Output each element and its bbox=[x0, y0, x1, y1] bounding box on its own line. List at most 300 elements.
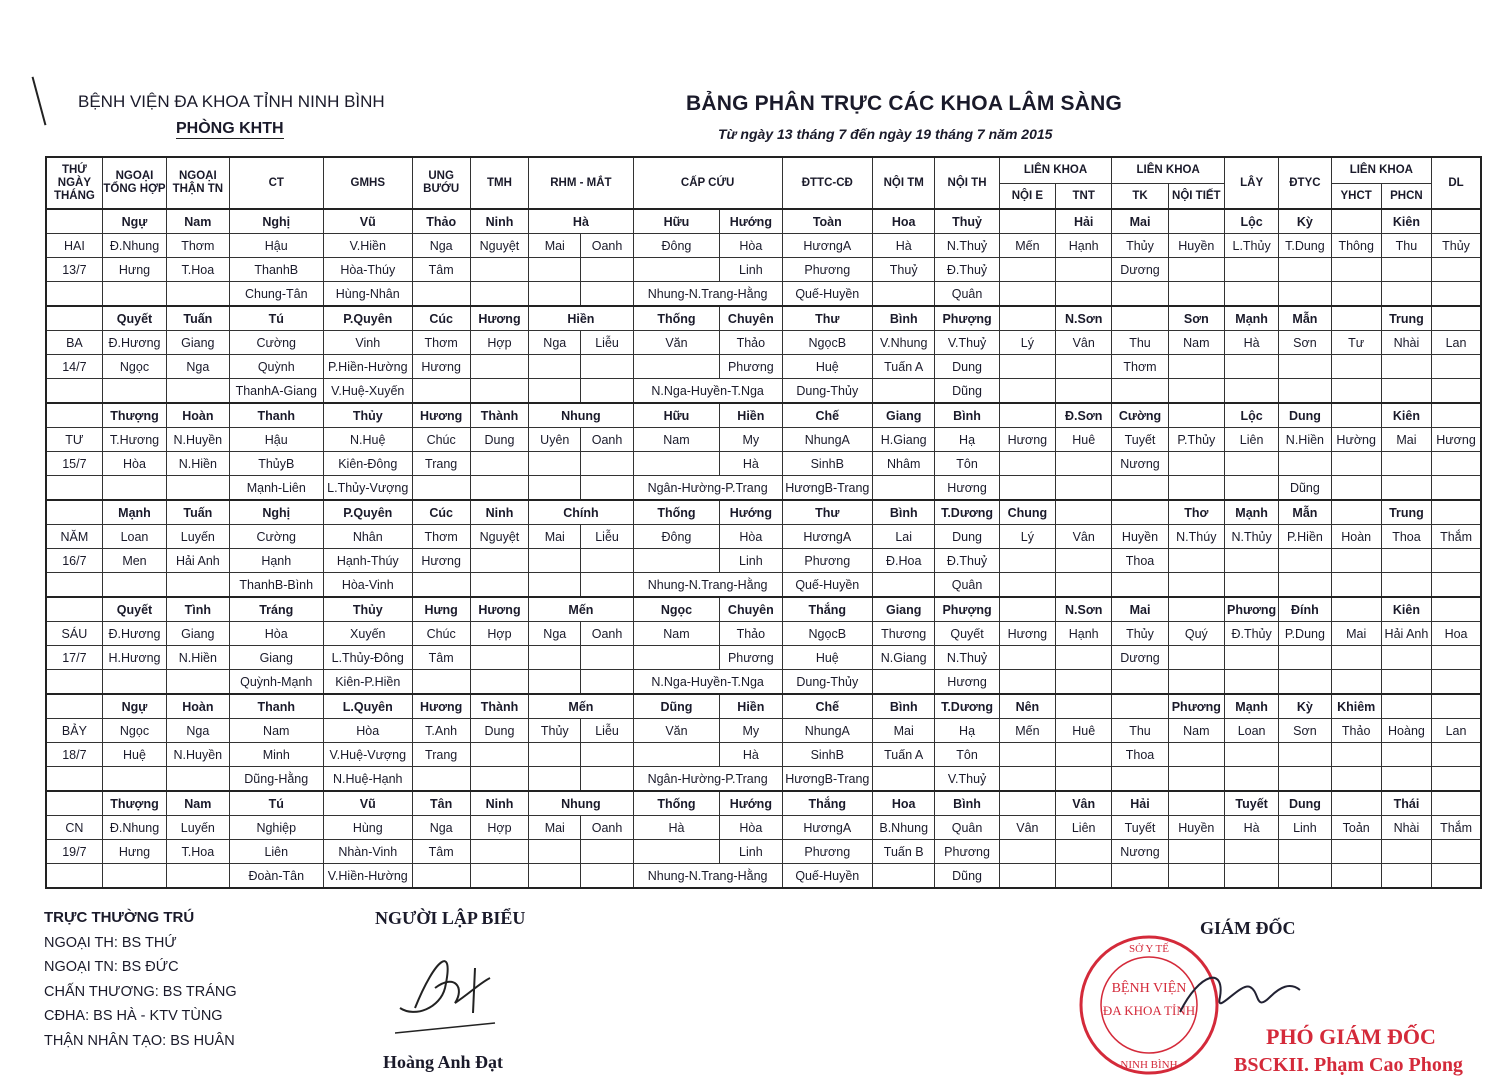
duty-cell: Liễu bbox=[581, 719, 633, 743]
duty-cell: Nhung bbox=[529, 791, 634, 816]
duty-cell: SinhB bbox=[782, 743, 873, 767]
duty-cell bbox=[1168, 282, 1224, 307]
duty-cell: Hưng bbox=[412, 597, 470, 622]
preparer-name: Hoàng Anh Đạt bbox=[383, 1052, 504, 1072]
duty-cell: Mến bbox=[999, 719, 1055, 743]
duty-cell: Tôn bbox=[935, 452, 999, 476]
table-row bbox=[46, 694, 1481, 719]
duty-cell bbox=[1331, 743, 1381, 767]
table-row bbox=[46, 840, 1481, 864]
duty-cell: Hoàn bbox=[1331, 525, 1381, 549]
duty-cell: Hương bbox=[935, 476, 999, 501]
duty-cell: T.Hương bbox=[102, 428, 166, 452]
duty-cell: Thơm bbox=[412, 525, 470, 549]
duty-cell bbox=[999, 452, 1055, 476]
duty-cell bbox=[999, 379, 1055, 404]
duty-cell bbox=[999, 209, 1055, 234]
duty-cell: Hiền bbox=[720, 403, 782, 428]
day-cell: SÁU bbox=[46, 622, 102, 646]
duty-cell: Phượng bbox=[935, 306, 999, 331]
duty-cell: Thuỷ bbox=[935, 209, 999, 234]
duty-cell bbox=[999, 767, 1055, 792]
duty-cell bbox=[1168, 573, 1224, 598]
duty-cell: Phương bbox=[782, 840, 873, 864]
duty-cell: Hoàn bbox=[167, 403, 229, 428]
duty-cell bbox=[470, 258, 528, 282]
duty-cell: V.Huệ-Xuyến bbox=[324, 379, 412, 404]
duty-cell bbox=[102, 282, 166, 307]
duty-cell bbox=[1112, 379, 1168, 404]
duty-cell: Thoa bbox=[1112, 549, 1168, 573]
duty-cell: Linh bbox=[720, 258, 782, 282]
duty-cell: Hạnh bbox=[1056, 622, 1112, 646]
duty-cell: Huệ bbox=[102, 743, 166, 767]
duty-cell: Thanh bbox=[229, 403, 324, 428]
duty-cell: Hiền bbox=[720, 694, 782, 719]
duty-cell bbox=[633, 258, 719, 282]
duty-cell bbox=[470, 355, 528, 379]
duty-cell bbox=[873, 476, 935, 501]
duty-cell bbox=[167, 282, 229, 307]
duty-cell bbox=[999, 258, 1055, 282]
duty-cell: Sơn bbox=[1168, 306, 1224, 331]
duty-cell: Tuyết bbox=[1112, 428, 1168, 452]
duty-cell: Huyền bbox=[1168, 234, 1224, 258]
duty-cell bbox=[1381, 694, 1431, 719]
duty-cell bbox=[581, 379, 633, 404]
duty-cell: Nam bbox=[167, 209, 229, 234]
duty-cell bbox=[529, 355, 581, 379]
header-dl: DL bbox=[1432, 157, 1481, 209]
day-cell bbox=[46, 209, 102, 234]
header-phcn: PHCN bbox=[1381, 183, 1431, 209]
hospital-header bbox=[78, 92, 385, 137]
duty-cell: Hương bbox=[470, 306, 528, 331]
duty-cell bbox=[1279, 282, 1331, 307]
duty-cell: L.Thủy bbox=[1224, 234, 1278, 258]
duty-cell: Hòa bbox=[229, 622, 324, 646]
header-ngoai-tn: NGOẠI THẬN TN bbox=[167, 157, 229, 209]
duty-cell: Men bbox=[102, 549, 166, 573]
duty-cell: Hòa-Thúy bbox=[324, 258, 412, 282]
duty-cell bbox=[1381, 646, 1431, 670]
duty-cell: Quế-Huyền bbox=[782, 282, 873, 307]
duty-cell: Hạnh bbox=[229, 549, 324, 573]
duty-cell: Nam bbox=[167, 791, 229, 816]
duty-cell bbox=[1432, 549, 1481, 573]
duty-cell bbox=[1224, 258, 1278, 282]
duty-cell bbox=[1112, 476, 1168, 501]
duty-cell: L.Thủy-Vượng bbox=[324, 476, 412, 501]
duty-cell: Ngọc bbox=[633, 597, 719, 622]
duty-cell: Thơm bbox=[167, 234, 229, 258]
svg-text:NINH BÌNH: NINH BÌNH bbox=[1120, 1059, 1178, 1071]
duty-cell: Hướng bbox=[720, 791, 782, 816]
duty-cell bbox=[873, 282, 935, 307]
duty-cell: Cúc bbox=[412, 306, 470, 331]
duty-cell: Chế bbox=[782, 694, 873, 719]
duty-cell: Mạnh bbox=[1224, 500, 1278, 525]
duty-cell: Phương bbox=[720, 355, 782, 379]
duty-cell: Dung bbox=[470, 719, 528, 743]
duty-cell: Nhài bbox=[1381, 331, 1431, 355]
duty-cell bbox=[412, 573, 470, 598]
duty-cell: Chế bbox=[782, 403, 873, 428]
day-cell bbox=[46, 791, 102, 816]
duty-cell: Hà bbox=[1224, 816, 1278, 840]
resident-duty-line: CĐHA: BS HÀ - KTV TÙNG bbox=[44, 1008, 223, 1024]
duty-cell: Lộc bbox=[1224, 403, 1278, 428]
duty-cell bbox=[1224, 355, 1278, 379]
day-cell bbox=[46, 282, 102, 307]
duty-cell: Hương bbox=[470, 597, 528, 622]
duty-cell: Tâm bbox=[412, 258, 470, 282]
duty-cell bbox=[633, 840, 719, 864]
duty-cell: P.Thủy bbox=[1168, 428, 1224, 452]
duty-cell: Đ.Thủy bbox=[1224, 622, 1278, 646]
duty-cell: Vũ bbox=[324, 791, 412, 816]
header-yhct: YHCT bbox=[1331, 183, 1381, 209]
duty-cell bbox=[529, 573, 581, 598]
duty-cell: Phương bbox=[782, 549, 873, 573]
table-row bbox=[46, 282, 1481, 307]
duty-cell bbox=[581, 840, 633, 864]
duty-cell: Văn bbox=[633, 719, 719, 743]
duty-cell bbox=[1279, 743, 1331, 767]
duty-cell: Thủy bbox=[1112, 234, 1168, 258]
duty-cell bbox=[1331, 452, 1381, 476]
duty-cell: N.Giang bbox=[873, 646, 935, 670]
duty-cell: Ninh bbox=[470, 500, 528, 525]
duty-cell: Nam bbox=[633, 622, 719, 646]
duty-cell: Tâm bbox=[412, 646, 470, 670]
duty-cell bbox=[1224, 549, 1278, 573]
duty-cell bbox=[581, 282, 633, 307]
duty-cell: Thơm bbox=[412, 331, 470, 355]
day-cell: 15/7 bbox=[46, 452, 102, 476]
table-row bbox=[46, 573, 1481, 598]
duty-cell bbox=[1168, 355, 1224, 379]
duty-cell: N.Thúy bbox=[1168, 525, 1224, 549]
duty-cell: Thống bbox=[633, 306, 719, 331]
duty-cell bbox=[1432, 864, 1481, 889]
duty-cell: Thoa bbox=[1112, 743, 1168, 767]
duty-cell bbox=[470, 549, 528, 573]
duty-cell: Vinh bbox=[324, 331, 412, 355]
duty-cell: Chung-Tân bbox=[229, 282, 324, 307]
duty-cell: Hà bbox=[720, 452, 782, 476]
duty-cell bbox=[1432, 646, 1481, 670]
duty-cell: Hậu bbox=[229, 428, 324, 452]
duty-cell: Bình bbox=[873, 500, 935, 525]
duty-cell bbox=[1279, 549, 1331, 573]
duty-cell bbox=[1381, 355, 1431, 379]
duty-cell: Trung bbox=[1381, 500, 1431, 525]
duty-cell: Tuấn B bbox=[873, 840, 935, 864]
duty-cell bbox=[1168, 258, 1224, 282]
duty-cell bbox=[1056, 670, 1112, 695]
duty-cell bbox=[1056, 573, 1112, 598]
duty-cell: Dung bbox=[470, 428, 528, 452]
duty-cell: Hậu bbox=[229, 234, 324, 258]
duty-cell: Huê bbox=[1056, 719, 1112, 743]
duty-cell: Tình bbox=[167, 597, 229, 622]
duty-cell: Nga bbox=[529, 331, 581, 355]
duty-cell: Hòa bbox=[102, 452, 166, 476]
duty-cell bbox=[1381, 549, 1431, 573]
duty-cell: My bbox=[720, 428, 782, 452]
schedule-table bbox=[45, 156, 1482, 889]
duty-cell bbox=[1056, 864, 1112, 889]
duty-cell: Phượng bbox=[935, 597, 999, 622]
duty-cell: Oanh bbox=[581, 428, 633, 452]
duty-cell: P.Dung bbox=[1279, 622, 1331, 646]
duty-cell: Phương bbox=[782, 258, 873, 282]
duty-cell bbox=[1168, 379, 1224, 404]
duty-cell bbox=[412, 864, 470, 889]
duty-cell: Lộc bbox=[1224, 209, 1278, 234]
duty-cell: Đ.Sơn bbox=[1056, 403, 1112, 428]
duty-cell: Hà bbox=[873, 234, 935, 258]
duty-cell bbox=[1168, 403, 1224, 428]
duty-cell: L.Quyên bbox=[324, 694, 412, 719]
duty-cell: My bbox=[720, 719, 782, 743]
day-cell bbox=[46, 694, 102, 719]
duty-cell bbox=[999, 743, 1055, 767]
duty-cell bbox=[1331, 209, 1381, 234]
duty-cell bbox=[1279, 379, 1331, 404]
duty-cell: Thư bbox=[782, 306, 873, 331]
duty-cell: Thoa bbox=[1381, 525, 1431, 549]
duty-cell: Thơ bbox=[1168, 500, 1224, 525]
duty-cell bbox=[102, 573, 166, 598]
resident-duty-line: THẬN NHÂN TẠO: BS HUÂN bbox=[44, 1032, 235, 1049]
resident-duty-line: NGOẠI TN: BS ĐỨC bbox=[44, 959, 179, 975]
duty-cell: Nam bbox=[633, 428, 719, 452]
duty-cell bbox=[470, 379, 528, 404]
duty-cell: Giang bbox=[873, 403, 935, 428]
duty-cell: Ngân-Hường-P.Trang bbox=[633, 767, 782, 792]
duty-cell bbox=[1279, 355, 1331, 379]
duty-cell: Hùng-Nhân bbox=[324, 282, 412, 307]
duty-cell: Linh bbox=[1279, 816, 1331, 840]
table-row bbox=[46, 719, 1481, 743]
duty-cell: T.Dung bbox=[1279, 234, 1331, 258]
duty-cell bbox=[1056, 743, 1112, 767]
duty-cell bbox=[412, 767, 470, 792]
duty-cell bbox=[1331, 573, 1381, 598]
duty-cell bbox=[1381, 864, 1431, 889]
duty-cell bbox=[1168, 549, 1224, 573]
duty-cell: Chúc bbox=[412, 622, 470, 646]
director-title: GIÁM ĐỐC bbox=[1200, 918, 1296, 938]
duty-cell: Thông bbox=[1331, 234, 1381, 258]
duty-cell bbox=[529, 646, 581, 670]
duty-cell bbox=[167, 767, 229, 792]
duty-cell: Đ.Nhung bbox=[102, 816, 166, 840]
duty-cell bbox=[1381, 767, 1431, 792]
duty-cell: Dung bbox=[1279, 791, 1331, 816]
duty-cell: N.Hiền bbox=[167, 646, 229, 670]
duty-cell: Hương bbox=[412, 549, 470, 573]
table-row bbox=[46, 816, 1481, 840]
duty-cell: Nhân bbox=[324, 525, 412, 549]
duty-cell: N.Hiền bbox=[1279, 428, 1331, 452]
duty-cell bbox=[1112, 573, 1168, 598]
duty-cell: Giang bbox=[873, 597, 935, 622]
table-row bbox=[46, 258, 1481, 282]
duty-cell bbox=[1112, 864, 1168, 889]
duty-cell bbox=[873, 379, 935, 404]
duty-cell: NhungA bbox=[782, 428, 873, 452]
duty-cell: Sơn bbox=[1279, 331, 1331, 355]
duty-cell: Phương bbox=[935, 840, 999, 864]
duty-cell: Thảo bbox=[412, 209, 470, 234]
duty-cell bbox=[412, 282, 470, 307]
duty-cell bbox=[1279, 767, 1331, 792]
duty-cell: Thủy bbox=[1432, 234, 1481, 258]
duty-cell: Mến bbox=[529, 694, 634, 719]
day-cell bbox=[46, 573, 102, 598]
table-row bbox=[46, 379, 1481, 404]
header-gmhs: GMHS bbox=[324, 157, 412, 209]
duty-cell: Kỳ bbox=[1279, 694, 1331, 719]
duty-cell: Hải bbox=[1056, 209, 1112, 234]
duty-cell: Sơn bbox=[1279, 719, 1331, 743]
duty-cell: Tuấn bbox=[167, 500, 229, 525]
duty-cell: Bình bbox=[935, 403, 999, 428]
duty-cell bbox=[1112, 694, 1168, 719]
header-lien-khoa-3: LIÊN KHOA bbox=[1331, 157, 1432, 183]
duty-cell bbox=[1168, 209, 1224, 234]
duty-cell bbox=[1056, 840, 1112, 864]
duty-cell bbox=[1224, 743, 1278, 767]
duty-cell bbox=[167, 476, 229, 501]
duty-cell: T.Dương bbox=[935, 694, 999, 719]
duty-cell: Giang bbox=[229, 646, 324, 670]
duty-cell: Nam bbox=[1168, 331, 1224, 355]
director-signature bbox=[1170, 962, 1310, 1032]
duty-cell: Thủy bbox=[324, 403, 412, 428]
table-row bbox=[46, 525, 1481, 549]
duty-cell: Huệ bbox=[782, 355, 873, 379]
duty-cell bbox=[633, 355, 719, 379]
duty-cell: Nga bbox=[167, 355, 229, 379]
header-ngoai-th: NGOẠI TỔNG HỢP bbox=[102, 157, 166, 209]
duty-cell bbox=[1381, 573, 1431, 598]
duty-cell: Vân bbox=[1056, 791, 1112, 816]
duty-cell: Mai bbox=[529, 816, 581, 840]
duty-cell: Tâm bbox=[412, 840, 470, 864]
duty-cell: Hưng bbox=[102, 840, 166, 864]
duty-cell: Hà bbox=[720, 743, 782, 767]
duty-cell: N.Thuỷ bbox=[935, 646, 999, 670]
duty-cell: Chuyên bbox=[720, 597, 782, 622]
duty-cell bbox=[1432, 452, 1481, 476]
duty-cell bbox=[1112, 670, 1168, 695]
duty-cell: Bình bbox=[935, 791, 999, 816]
duty-cell bbox=[167, 864, 229, 889]
duty-cell: Mẫn bbox=[1279, 306, 1331, 331]
duty-cell: Toản bbox=[1331, 816, 1381, 840]
duty-cell: Tuấn A bbox=[873, 355, 935, 379]
duty-cell: Lan bbox=[1432, 719, 1481, 743]
duty-cell: Quân bbox=[935, 573, 999, 598]
duty-cell bbox=[1331, 549, 1381, 573]
duty-cell bbox=[1432, 500, 1481, 525]
svg-text:BỆNH VIỆN: BỆNH VIỆN bbox=[1111, 981, 1187, 996]
duty-cell bbox=[1279, 258, 1331, 282]
duty-cell: Kiên-Đông bbox=[324, 452, 412, 476]
duty-cell: Liễu bbox=[581, 525, 633, 549]
duty-cell: Hải Anh bbox=[167, 549, 229, 573]
duty-cell: Đông bbox=[633, 525, 719, 549]
duty-cell bbox=[167, 379, 229, 404]
duty-cell: T.Anh bbox=[412, 719, 470, 743]
duty-cell: Thành bbox=[470, 694, 528, 719]
duty-cell bbox=[1224, 670, 1278, 695]
duty-cell: Vân bbox=[1056, 331, 1112, 355]
duty-cell: P.Hiền-Hường bbox=[324, 355, 412, 379]
duty-cell: Thượng bbox=[102, 791, 166, 816]
header-dttc: ĐTTC-CĐ bbox=[782, 157, 873, 209]
duty-cell bbox=[1279, 864, 1331, 889]
duty-cell: Hòa-Vinh bbox=[324, 573, 412, 598]
svg-text:SỞ Y TẾ: SỞ Y TẾ bbox=[1129, 943, 1169, 955]
duty-cell: Dũng bbox=[935, 379, 999, 404]
duty-cell bbox=[1331, 767, 1381, 792]
duty-cell bbox=[581, 864, 633, 889]
duty-cell: Oanh bbox=[581, 622, 633, 646]
duty-cell: Thu bbox=[1381, 234, 1431, 258]
duty-cell: Vân bbox=[1056, 525, 1112, 549]
table-row bbox=[46, 403, 1481, 428]
duty-cell: Hương bbox=[935, 670, 999, 695]
duty-cell bbox=[1331, 355, 1381, 379]
duty-cell: Thái bbox=[1381, 791, 1431, 816]
duty-cell: Mai bbox=[529, 525, 581, 549]
duty-cell bbox=[529, 258, 581, 282]
duty-cell bbox=[1168, 840, 1224, 864]
duty-cell: Cúc bbox=[412, 500, 470, 525]
header-lien-khoa-1: LIÊN KHOA bbox=[999, 157, 1112, 183]
duty-cell: Tuyết bbox=[1224, 791, 1278, 816]
duty-cell: Mai bbox=[1331, 622, 1381, 646]
duty-cell: Quỳnh bbox=[229, 355, 324, 379]
duty-cell bbox=[581, 573, 633, 598]
header-tnt: TNT bbox=[1056, 183, 1112, 209]
duty-cell: Thu bbox=[1112, 719, 1168, 743]
duty-cell: Tuyết bbox=[1112, 816, 1168, 840]
duty-cell: Dương bbox=[1112, 258, 1168, 282]
table-row bbox=[46, 622, 1481, 646]
duty-cell: Nguyệt bbox=[470, 525, 528, 549]
duty-cell: Đ.Hoa bbox=[873, 549, 935, 573]
duty-cell bbox=[102, 379, 166, 404]
duty-cell bbox=[1056, 694, 1112, 719]
duty-cell: Đ.Thuỷ bbox=[935, 549, 999, 573]
duty-cell: Trang bbox=[412, 743, 470, 767]
duty-cell: N.Huyền bbox=[167, 743, 229, 767]
header-ung-buou: UNG BƯỚU bbox=[412, 157, 470, 209]
duty-cell bbox=[470, 840, 528, 864]
duty-cell bbox=[102, 767, 166, 792]
duty-cell: Quân bbox=[935, 282, 999, 307]
duty-cell: Nhâm bbox=[873, 452, 935, 476]
duty-cell: Đ.Thuỷ bbox=[935, 258, 999, 282]
duty-cell: Mai bbox=[529, 234, 581, 258]
day-cell: BA bbox=[46, 331, 102, 355]
